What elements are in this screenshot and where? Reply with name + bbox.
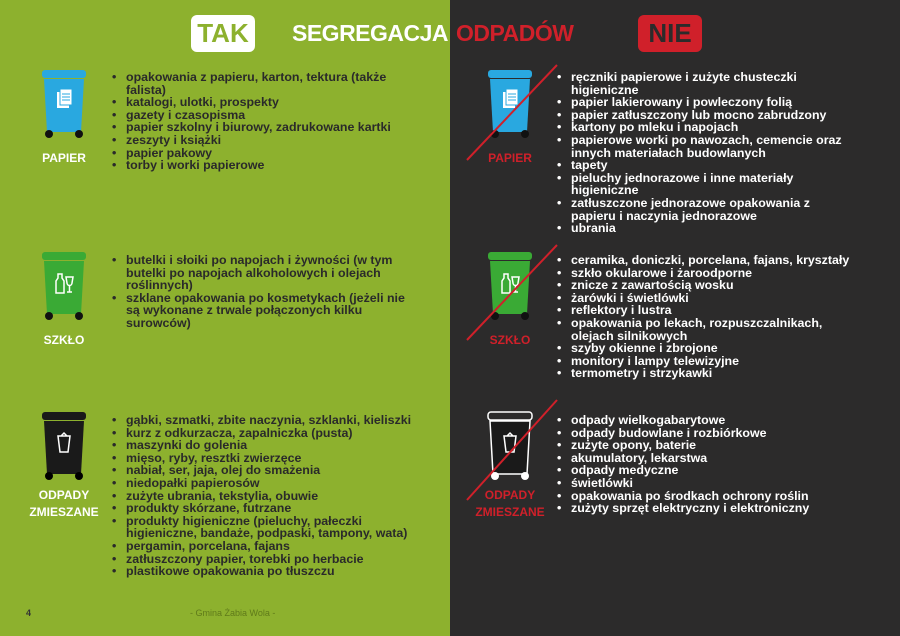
mixed-yes-list (112, 414, 412, 578)
glass-label: SZKŁO (489, 333, 531, 347)
list-item: • gąbki, szmatki, zbite naczynia, szklanki, kieliszki (112, 414, 412, 427)
footer-credit: - Gmina Żabia Wola - (190, 608, 276, 618)
page-number: 4 (26, 608, 32, 618)
strike-icon (462, 395, 562, 505)
list-item: • zużyte ubrania, tekstylia, obuwie (112, 490, 412, 503)
list-item: • pergamin, porcelana, fajans (112, 540, 412, 553)
paper-label: PAPIER (42, 151, 86, 165)
list-item: • odpady budowlane i rozbiórkowe (557, 427, 857, 440)
list-item: • pieluchy jednorazowe i inne materiały higieniczne (557, 172, 857, 197)
list-item: • produkty higieniczne (pieluchy, pałeczki higieniczne, bandaże, podpaski, tampony, wata) (112, 515, 412, 540)
list-item: • niedopałki papierosów (112, 477, 412, 490)
list-item: • szklane opakowania po kosmetykach (jeżeli nie są wykonane z trwale połączonych kilku surowców) (112, 292, 412, 330)
mixed-label: ODPADY ZMIESZANE (475, 488, 545, 519)
list-item: • produkty skórzane, futrzane (112, 502, 412, 515)
list-item: • ubrania (557, 222, 857, 235)
list-item: • tapety (557, 159, 857, 172)
list-item: • kurz z odkurzacza, zapalniczka (pusta) (112, 427, 412, 440)
list-item: • termometry i strzykawki (557, 367, 857, 380)
list-item: • butelki i słoiki po napojach i żywności (w tym butelki po napojach alkoholowych i olejach roślinnych) (112, 254, 412, 292)
list-item: • torby i worki papierowe (112, 159, 412, 172)
list-item: • maszynki do golenia (112, 439, 412, 452)
list-item: • odpady wielkogabarytowe (557, 414, 857, 427)
page-title-part1: SEGREGACJA (292, 20, 449, 46)
list-item: • opakowania po lekach, rozpuszczalnikach, olejach silnikowych (557, 317, 857, 342)
list-item: • gazety i czasopisma (112, 109, 412, 122)
glass-no-list (557, 254, 857, 380)
list-item: • papier szkolny i biurowy, zadrukowane kartki (112, 121, 412, 134)
mixed-no-list (557, 414, 857, 515)
strike-icon (462, 60, 562, 165)
paper-no-list (557, 71, 857, 235)
list-item: • opakowania z papieru, karton, tektura (także falista) (112, 71, 412, 96)
list-item: • monitory i lampy telewizyjne (557, 355, 857, 368)
page-title-part2: ODPADÓW (456, 20, 574, 46)
glass-label: SZKŁO (43, 333, 85, 347)
list-item: • papierowe worki po nawozach, cemencie oraz innych materiałach budowlanych (557, 134, 857, 159)
list-item: • papier zatłuszczony lub mocno zabrudzony (557, 109, 857, 122)
list-item: • żarówki i świetlówki (557, 292, 857, 305)
list-item: • zeszyty i książki (112, 134, 412, 147)
list-item: • papier lakierowany i powleczony folią (557, 96, 857, 109)
paper-label: PAPIER (488, 151, 532, 165)
list-item: • szyby okienne i zbrojone (557, 342, 857, 355)
list-item: • kartony po mleku i napojach (557, 121, 857, 134)
list-item: • mięso, ryby, resztki zwierzęce (112, 452, 412, 465)
list-item: • ceramika, doniczki, porcelana, fajans, kryształy (557, 254, 857, 267)
list-item: • opakowania po środkach ochrony roślin (557, 490, 857, 503)
strike-icon (462, 240, 562, 345)
list-item: • odpady medyczne (557, 464, 857, 477)
list-item: • znicze z zawartością wosku (557, 279, 857, 292)
mixed-bin-icon (38, 410, 90, 482)
list-item: • papier pakowy (112, 147, 412, 160)
paper-bin-icon (38, 68, 90, 140)
list-item: • zużyty sprzęt elektryczny i elektroniczny (557, 502, 857, 515)
list-item: • reflektory i lustra (557, 304, 857, 317)
glass-yes-list (112, 254, 412, 330)
list-item: • szkło okularowe i żaroodporne (557, 267, 857, 280)
paper-yes-list (112, 71, 412, 172)
no-badge: NIE (638, 15, 702, 52)
mixed-label: ODPADY ZMIESZANE (29, 488, 99, 519)
list-item: • nabiał, ser, jaja, olej do smażenia (112, 464, 412, 477)
list-item: • zatłuszczony papier, torebki po herbacie (112, 553, 412, 566)
list-item: • plastikowe opakowania po tłuszczu (112, 565, 412, 578)
list-item: • świetlówki (557, 477, 857, 490)
list-item: • katalogi, ulotki, prospekty (112, 96, 412, 109)
list-item: • akumulatory, lekarstwa (557, 452, 857, 465)
yes-badge: TAK (191, 15, 255, 52)
list-item: • ręczniki papierowe i zużyte chusteczki higieniczne (557, 71, 857, 96)
list-item: • zużyte opony, baterie (557, 439, 857, 452)
glass-bin-icon (38, 250, 90, 322)
list-item: • zatłuszczone jednorazowe opakowania z papieru i naczynia jednorazowe (557, 197, 857, 222)
